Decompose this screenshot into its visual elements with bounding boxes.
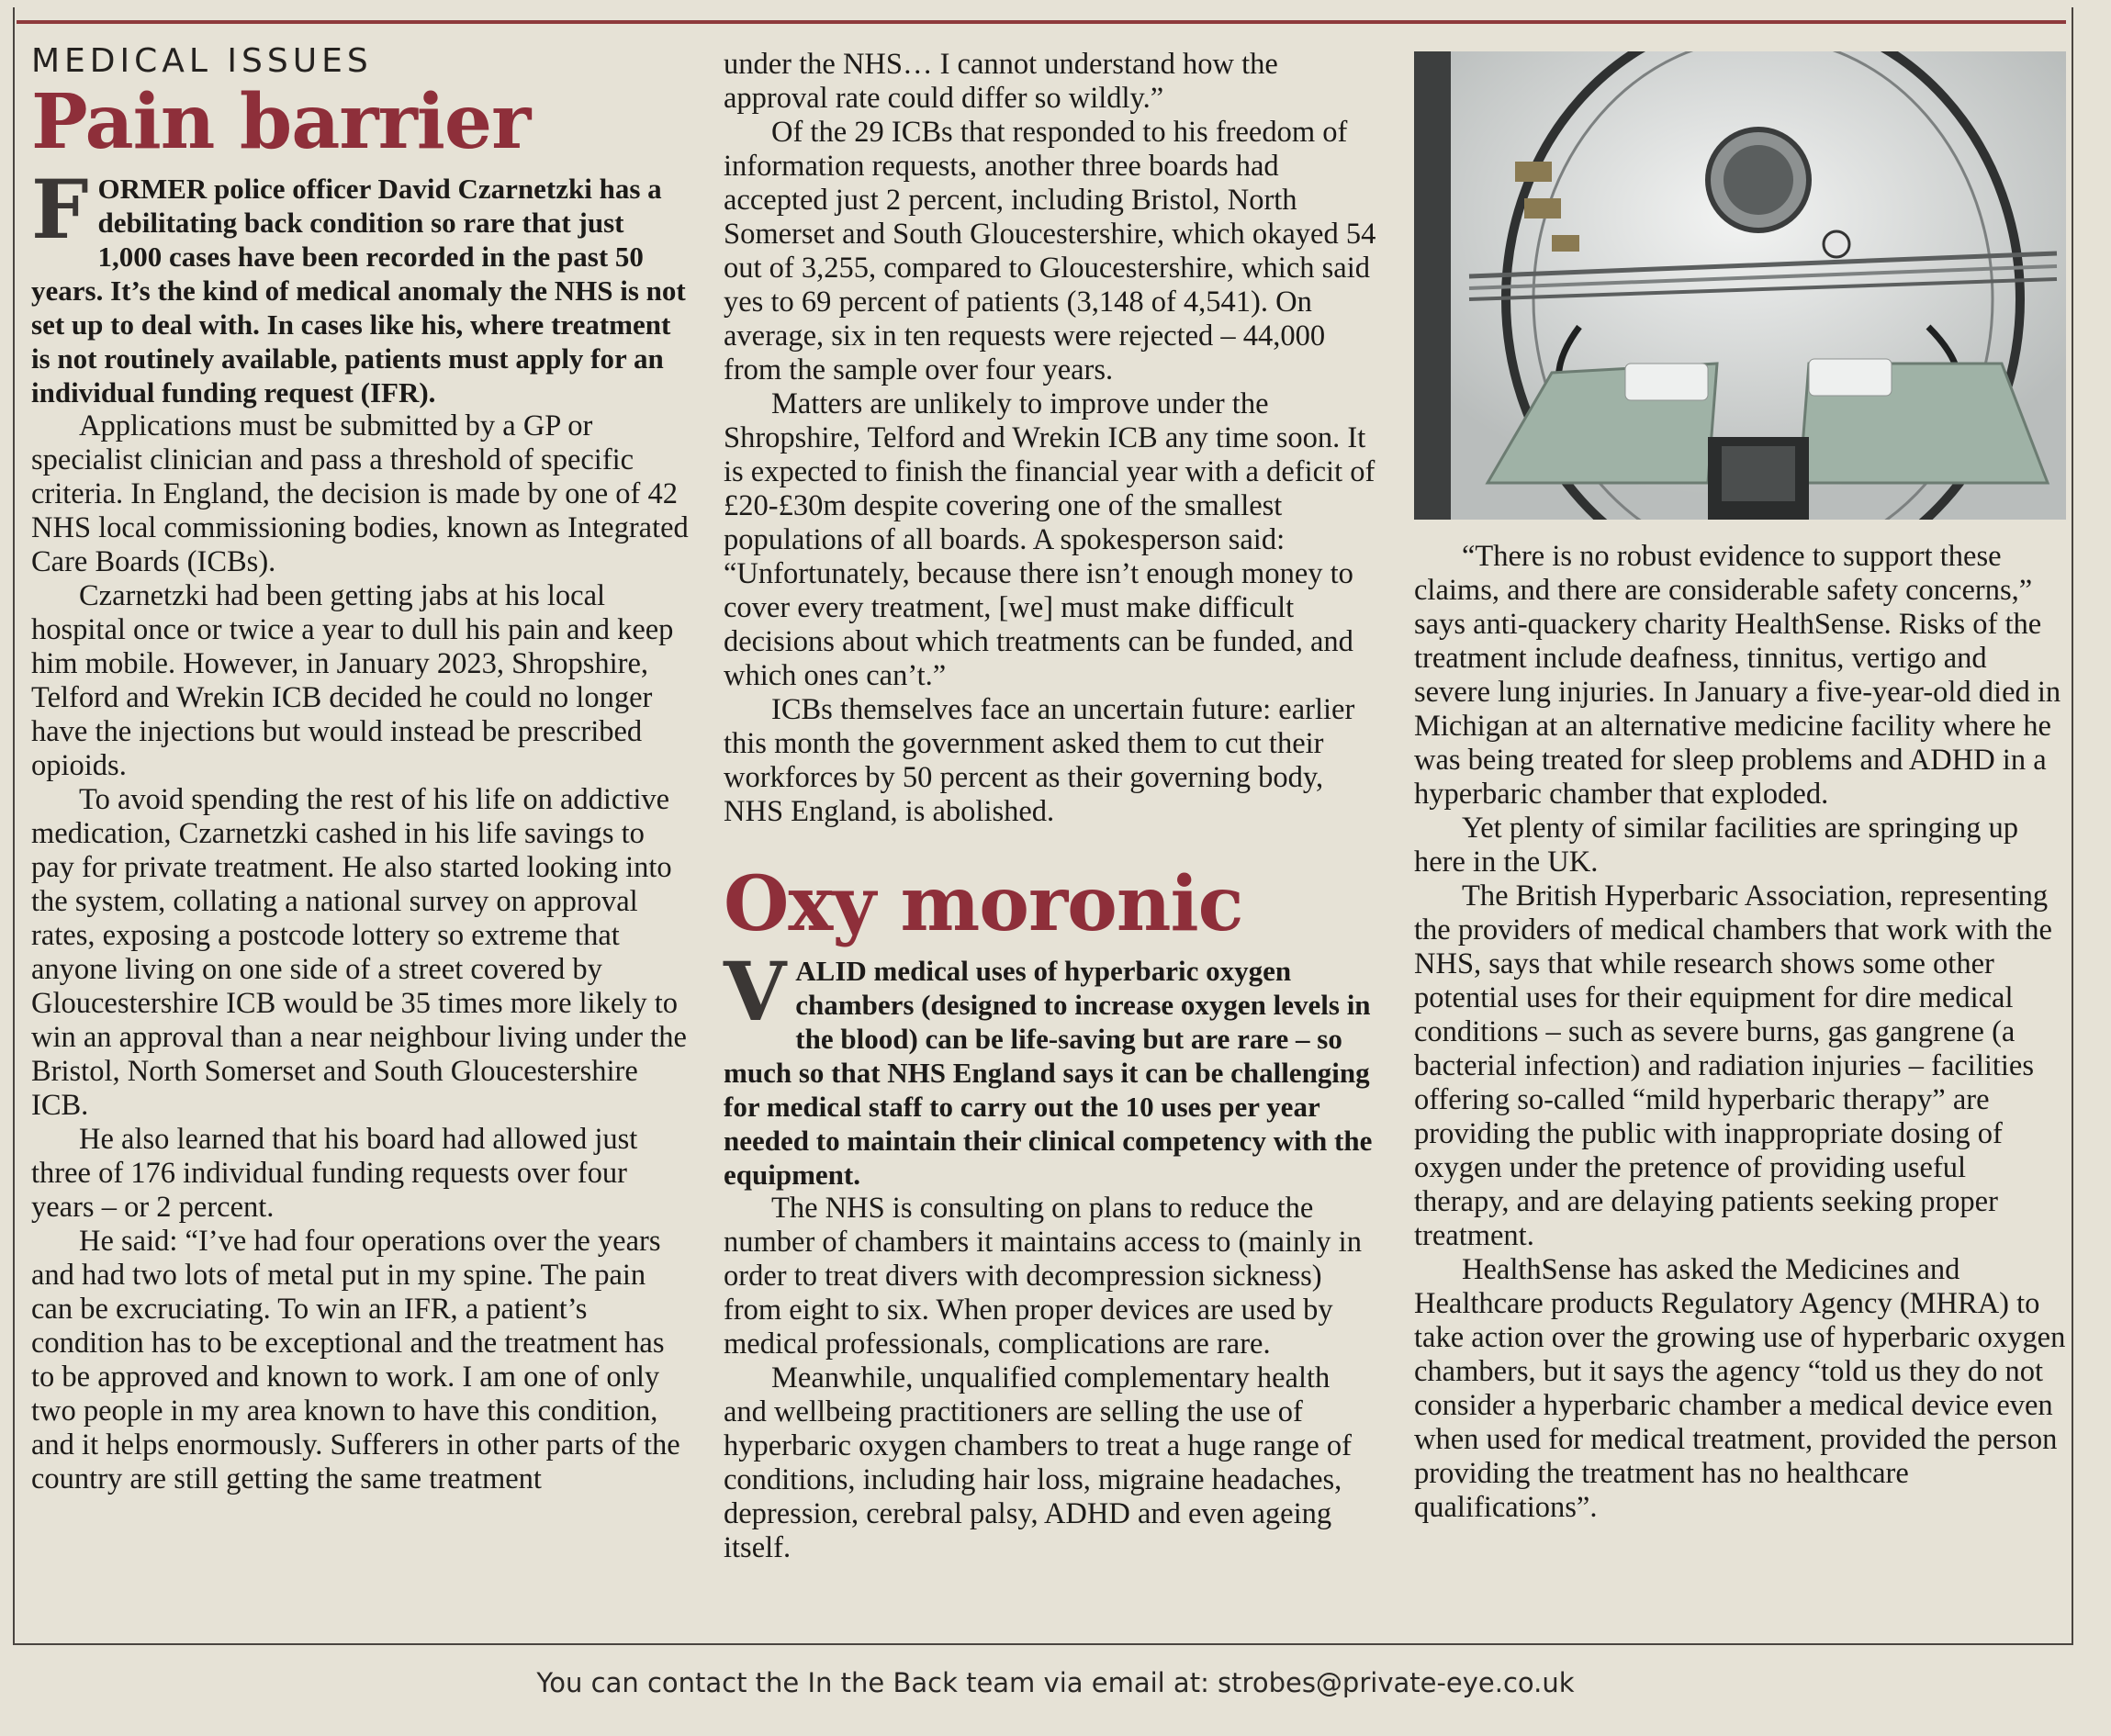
paragraph: “There is no robust evidence to support these claims, and there are considerable safety concerns,” says anti-quackery charity HealthSense. Risks of the treatment include deafness, tinnitus, vertigo and severe lung injuries. In January a five-year-old died in Michigan at an alternative medicine facility where he was being treated for sleep problems and ADHD in a hyperbaric chamber that exploded. [1414,540,2061,811]
standfirst-2 [724,944,1377,1192]
column-3 [1414,51,2066,1525]
dropcap-2: V [724,944,787,1039]
paragraph: Of the 29 ICBs that responded to his freedom of information requests, another three boards had accepted just 2 percent, including Bristol, North Somerset and South Gloucestershire, which okayed 54 out of 3,255, compared to Gloucestershire, which said yes to 69 percent of patients (3,148 of 4,541). On average, six in ten requests were rejected – 44,000 from the sample over four years. [724,116,1376,386]
paragraph: He also learned that his board had allowed just three of 176 individual funding requests over four years – or 2 percent. [31,1123,638,1224]
paragraph: The NHS is consulting on plans to reduce the number of chambers it maintains access to (mainly in order to treat divers with decompression sickness) from eight to six. When proper devices are used by medical professionals, complications are rare. [724,1192,1362,1361]
hyperbaric-chamber-illustration [1414,51,2066,520]
paragraph: Applications must be submitted by a GP or specialist clinician and pass a threshold of specific criteria. In England, the decision is made by one of 42 NHS local commissioning bodies, known as Integrated Care Boards (ICBs). [31,409,689,578]
paragraph: Czarnetzki had been getting jabs at his local hospital once or twice a year to dull his pain and keep him mobile. However, in January 2023, Shropshire, Telford and Wrekin ICB decided he could no longer have the injections but would instead be prescribed opioids. [31,579,674,782]
headline-pain-barrier: Pain barrier [31,78,531,166]
dropcap-1: F [31,162,89,257]
headline-oxy-moronic: Oxy moronic [724,860,1243,948]
standfirst-1-text: ORMER police officer David Czarnetzki has a debilitating back condition so rare that just 1,000 cases have been recorded in the past 50 years. It’s the kind of medical anomaly the NHS is not set up to deal with. In cases like his, where treatment is not routinely available, patients must apply for an individual funding request (IFR). [31,173,686,409]
paragraph: Matters are unlikely to improve under the Shropshire, Telford and Wrekin ICB any time soon. It is expected to finish the financial year with a deficit of £20-£30m despite covering one of the smallest populations of all boards. A spokesperson said: “Unfortunately, because there isn’t enough money to cover every treatment, [we] must make difficult decisions about which treatments can be funded, and which ones can’t.” [724,387,1376,692]
paragraph: Yet plenty of similar facilities are springing up here in the UK. [1414,812,2018,879]
column-2 [724,48,1377,1565]
column-1 [31,37,692,1496]
paragraph: He said: “I’ve had four operations over the years and had two lots of metal put in my spine. The pain can be excruciating. To win an IFR, a patient’s condition has to be exceptional and the treatment has to be approved and known to work. I am one of only two people in my area known to have this condition, and it helps enormously. Sufferers in other parts of the country are still getting the same treatment [31,1225,680,1495]
paragraph: Meanwhile, unqualified complementary health and wellbeing practitioners are selling the use of hyperbaric oxygen chambers to treat a huge range of conditions, including hair loss, migraine headaches, depression, cerebral palsy, ADHD and even ageing itself. [724,1361,1353,1564]
paragraph: HealthSense has asked the Medicines and Healthcare products Regulatory Agency (MHRA) to take action over the growing use of hyperbaric oxygen chambers, but it says the agency “told us they do not consider a hyperbaric chamber a medical device even when used for medical treatment, provided the person providing the treatment has no healthcare qualifications”. [1414,1253,2066,1524]
paragraph: To avoid spending the rest of his life on addictive medication, Czarnetzki cashed in his life savings to pay for private treatment. He also started looking into the system, collating a national survey on approval rates, exposing a postcode lottery so extreme that anyone living on one side of a street covered by Gloucestershire ICB would be 35 times more likely to win an approval than a near neighbour living under the Bristol, North Somerset and South Gloucestershire ICB. [31,783,687,1122]
paragraph: ICBs themselves face an uncertain future: earlier this month the government asked them to cut their workforces by 50 percent as their governing body, NHS England, is abolished. [724,693,1355,828]
paragraph: The British Hyperbaric Association, representing the providers of medical chambers that work with the NHS, says that while research shows some other potential uses for their equipment for dire medical conditions – such as severe burns, gas gangrene (a bacterial infection) and radiation injuries – facilities offering so-called “mild hyperbaric therapy” are providing the public with inappropriate dosing of oxygen under the pretence of providing useful therapy, and are delaying patients seeking proper treatment. [1414,879,2052,1252]
hyperbaric-chamber-photo [1414,51,2066,520]
standfirst-1 [31,162,692,409]
paragraph-continued: under the NHS… I cannot understand how the approval rate could differ so wildly.” [724,48,1278,115]
section-label: MEDICAL ISSUES [31,42,373,80]
footer-contact: You can contact the In the Back team via email at: strobes@private-eye.co.uk [536,1667,1575,1698]
standfirst-2-text: ALID medical uses of hyperbaric oxygen chambers (designed to increase oxygen levels in the blood) can be life-saving but are rare – so much so that NHS England says it can be challenging for medical staff to carry out the 10 uses per year needed to maintain their clinical competency with the equipment. [724,955,1373,1191]
